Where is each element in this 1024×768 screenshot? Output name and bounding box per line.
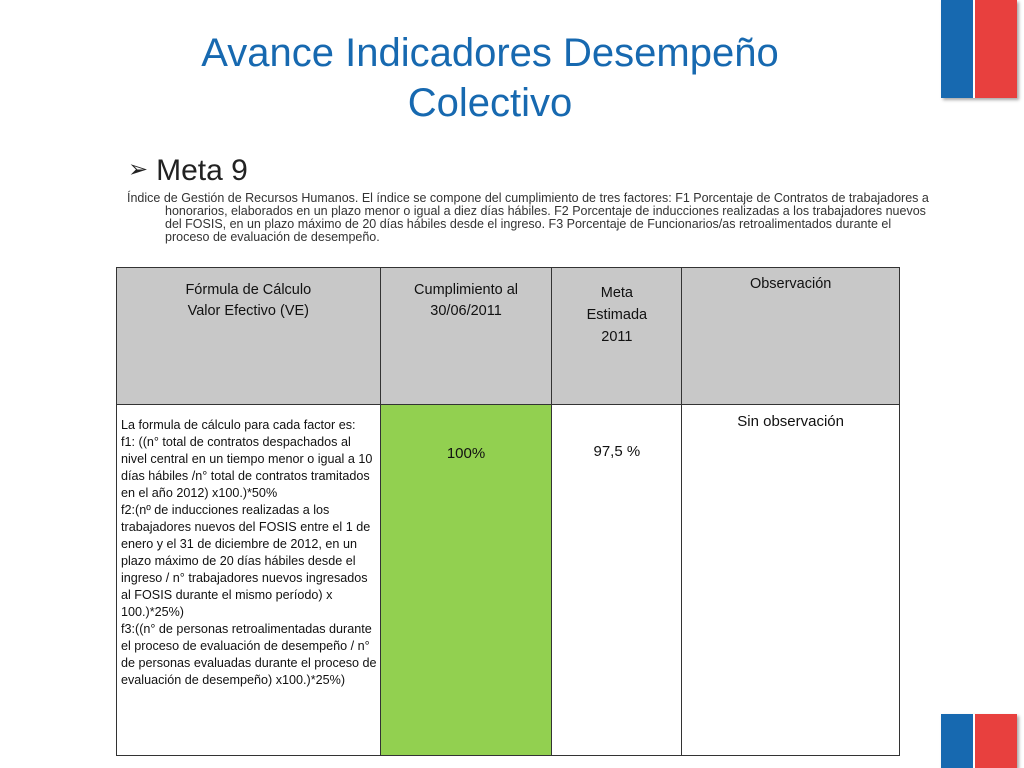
meta-heading bbox=[128, 154, 248, 188]
arrow-bullet-icon: ➢ bbox=[128, 156, 149, 183]
flag-decoration-top bbox=[941, 0, 1017, 98]
cell-formula bbox=[117, 405, 381, 756]
header-cumplimiento-line2: 30/06/2011 bbox=[430, 303, 502, 319]
cell-observacion bbox=[682, 405, 900, 756]
header-cumplimiento-line1: Cumplimiento al bbox=[414, 282, 519, 298]
header-meta-line1: Meta bbox=[600, 285, 633, 301]
indicator-table bbox=[116, 267, 900, 756]
header-formula-line2: Valor Efectivo (VE) bbox=[187, 303, 310, 319]
cell-cumplimiento bbox=[380, 405, 552, 756]
header-formula-line1: Fórmula de Cálculo bbox=[185, 282, 312, 298]
flag-decoration-bottom bbox=[941, 714, 1017, 768]
meta-value: 97,5 % bbox=[593, 443, 641, 460]
observacion-value: Sin observación bbox=[737, 413, 844, 430]
header-observacion-text: Observación bbox=[749, 276, 832, 292]
flag-red-stripe bbox=[975, 0, 1017, 98]
table-row bbox=[117, 405, 900, 756]
header-cumplimiento bbox=[380, 268, 552, 405]
cell-meta bbox=[552, 405, 682, 756]
header-observacion bbox=[682, 268, 900, 405]
meta-heading-text: Meta 9 bbox=[156, 154, 248, 187]
header-meta-line3: 2011 bbox=[601, 329, 633, 345]
table-header-row bbox=[117, 268, 900, 405]
cumplimiento-value: 100% bbox=[446, 445, 486, 462]
header-formula bbox=[117, 268, 381, 405]
flag-blue-stripe bbox=[941, 0, 973, 98]
header-meta bbox=[552, 268, 682, 405]
flag-red-stripe bbox=[975, 714, 1017, 768]
header-meta-line2: Estimada bbox=[586, 307, 648, 323]
meta-description: Índice de Gestión de Recursos Humanos. El índice se compone del cumplimiento de tres factores: F1 Porcentaje de Contratos de trabajadores a honorarios, elaborados en un plazo menor o igual a diez días hábiles. F2 Porcentaje de inducciones realizadas a los trabajadores nuevos del FOSIS, en un plazo máximo de 20 días hábiles desde el ingreso. F3 Porcentaje de Funcionarios/as retroalimentados durante el proceso de evaluación de desempeño. bbox=[127, 191, 929, 244]
flag-blue-stripe bbox=[941, 714, 973, 768]
page-title: Avance Indicadores Desempeño Colectivo bbox=[201, 31, 779, 125]
formula-text: La formula de cálculo para cada factor es: f1: ((n° total de contratos despachados al nivel central en un tiempo menor o igual a 10 días hábiles /n° total de contratos tramitados en el año 2012) x100.)*50% f2:(nº de inducciones realizadas a los trabajadores nuevos del FOSIS entre el 1 de enero y el 31 de diciembre de 2012, en un plazo máximo de 20 días hábiles desde el ingreso / n° trabajadores nuevos ingresados al FOSIS durante el mismo período) x 100.)*25%) f3:((n° de personas retroalimentadas durante el proceso de evaluación de desempeño / n° de personas evaluadas durante el proceso de evaluación de desempeño) x100.)*25%) bbox=[121, 418, 377, 687]
